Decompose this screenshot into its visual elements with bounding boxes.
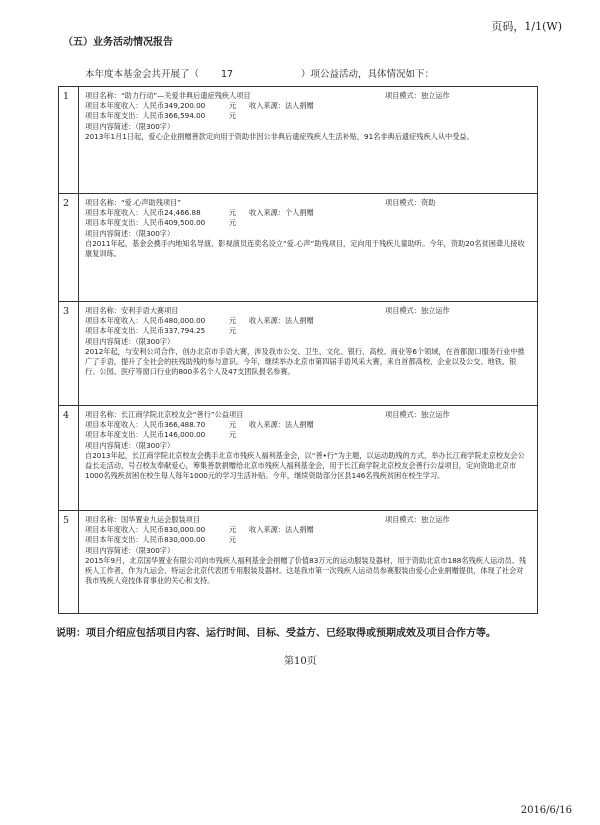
project-number: 5 (63, 515, 70, 526)
project-row (59, 87, 537, 194)
project-expense: 项目本年度支出：人民币146,000.00 (85, 430, 206, 440)
project-description: 2015年9月，北京国华置业有限公司向市残疾人福利基金会捐赠了价值83万元的运动服装及器材，用于资助北京市188名残疾人运动员、残疾人工作者，作为九运会、特运会北京代表团专用服装及器材。这是我市第一次残疾人运动员参赛服装由爱心企业捐赠提供，体现了社会对我市残疾人竞技体育事业的关心和支持。 (85, 555, 527, 585)
section-title: （五）业务活动情况报告 (63, 37, 173, 48)
print-date: 2016/6/16 (520, 805, 572, 816)
income-source: 收入来源：法人捐赠 (249, 101, 314, 111)
project-description: 自2013年起，长江商学院北京校友会携手北京市残疾人福利基金会，以“善•行”为主题，以运动助残的方式，举办长江商学院北京校友会公益长走活动，号召校友奉献爱心，筹集善款捐赠给北京市残疾人福利基金会，用于长江商学院北京校友会善行公益项目，定向资助北京市1000名残疾贫困在校生每人每年1000元的学习生活补贴。今年，继续资助部分区县146名残疾贫困在校生学习。 (85, 450, 525, 480)
income-unit: 元 (229, 101, 237, 111)
project-expense: 项目本年度支出：人民币830,000.00 (85, 535, 206, 545)
footnote: 说明：项目介绍应包括项目内容、运行时间、目标、受益方、已经取得或预期成效及项目合作方等。 (56, 628, 496, 639)
project-number: 2 (63, 198, 70, 209)
income-unit: 元 (229, 208, 237, 218)
project-table (58, 86, 538, 614)
intro-suffix: ）项公益活动，具体情况如下： (301, 69, 435, 80)
desc-label: 项目内容简述：（限300字） (85, 228, 175, 238)
project-income: 项目本年度收入：人民币24,466.88 (85, 208, 201, 218)
expense-unit: 元 (229, 111, 237, 121)
income-source: 收入来源：个人捐赠 (249, 208, 314, 218)
project-mode: 项目模式：独立运作 (385, 306, 450, 315)
expense-unit: 元 (229, 326, 237, 336)
page-code: 页码，1/1(W) (491, 20, 562, 33)
income-source: 收入来源：法人捐赠 (249, 420, 314, 430)
project-name: 项目名称：安利手语大赛项目 (85, 306, 179, 315)
project-mode: 项目模式：独立运作 (385, 410, 450, 419)
project-row (59, 302, 537, 406)
page-number: 第10页 (284, 656, 317, 667)
project-number: 4 (63, 410, 70, 421)
project-number: 1 (63, 91, 70, 102)
project-description: 2012年起，与安利公司合作，创办北京市手语大赛，涉及我市公交、卫生、文化、银行、高校、商业等6个领域，在首都窗口服务行业中推广了手语，提升了全社会的扶残助残的参与意识。今年，继续举办北京市第四届手语风采大赛，来自首都高校、企业以及公交、地铁、银行、公园、医疗等窗口行业的800多名个人及47支团队报名参赛。 (85, 346, 525, 376)
project-name: 项目名称：国华置业九运会服装项目 (85, 515, 201, 524)
intro-line (85, 66, 434, 80)
expense-unit: 元 (229, 535, 237, 545)
project-number: 3 (63, 306, 70, 317)
project-name: 项目名称：“爱.心声助残项目” (85, 198, 181, 207)
project-income: 项目本年度收入：人民币830,000.00 (85, 525, 206, 535)
project-row (59, 194, 537, 302)
income-unit: 元 (229, 525, 237, 535)
expense-unit: 元 (229, 218, 237, 228)
project-expense: 项目本年度支出：人民币409,500.00 (85, 218, 206, 228)
activity-count: 17 (221, 69, 234, 80)
income-unit: 元 (229, 316, 237, 326)
desc-label: 项目内容简述：（限300字） (85, 440, 175, 450)
income-source: 收入来源：法人捐赠 (249, 316, 314, 326)
project-expense: 项目本年度支出：人民币337,794.25 (85, 326, 206, 336)
project-mode: 项目模式：独立运作 (385, 91, 450, 100)
desc-label: 项目内容简述：（限300字） (85, 121, 175, 131)
project-row (59, 406, 537, 511)
project-description: 自2011年起，基金会携手内地知名导演、影视演员连奕名设立“爱.心声”助残项目，定向用于残疾儿童助听。今年，资助20名贫困聋儿接收康复训练。 (85, 238, 525, 258)
project-description: 2013年1月1日起，爱心企业捐赠善款定向用于资助非因公非典后遗症残疾人生活补贴，91名非典后遗症残疾人从中受益。 (85, 131, 474, 141)
project-mode: 项目模式：资助 (385, 198, 436, 207)
desc-label: 项目内容简述：（限300字） (85, 545, 175, 555)
project-row (59, 511, 537, 613)
project-name: 项目名称：“助力行动”—关爱非典后遗症残疾人项目 (85, 91, 251, 100)
intro-prefix: 本年度本基金会共开展了（ (85, 69, 200, 80)
desc-label: 项目内容简述：（限300字） (85, 336, 175, 346)
project-income: 项目本年度收入：人民币480,000.00 (85, 316, 206, 326)
project-expense: 项目本年度支出：人民币366,594.00 (85, 111, 206, 121)
project-name: 项目名称：长江商学院北京校友会“善行”公益项目 (85, 410, 244, 419)
expense-unit: 元 (229, 430, 237, 440)
project-mode: 项目模式：独立运作 (385, 515, 450, 524)
project-income: 项目本年度收入：人民币349,200.00 (85, 101, 206, 111)
income-source: 收入来源：法人捐赠 (249, 525, 314, 535)
income-unit: 元 (229, 420, 237, 430)
project-income: 项目本年度收入：人民币366,488.70 (85, 420, 206, 430)
